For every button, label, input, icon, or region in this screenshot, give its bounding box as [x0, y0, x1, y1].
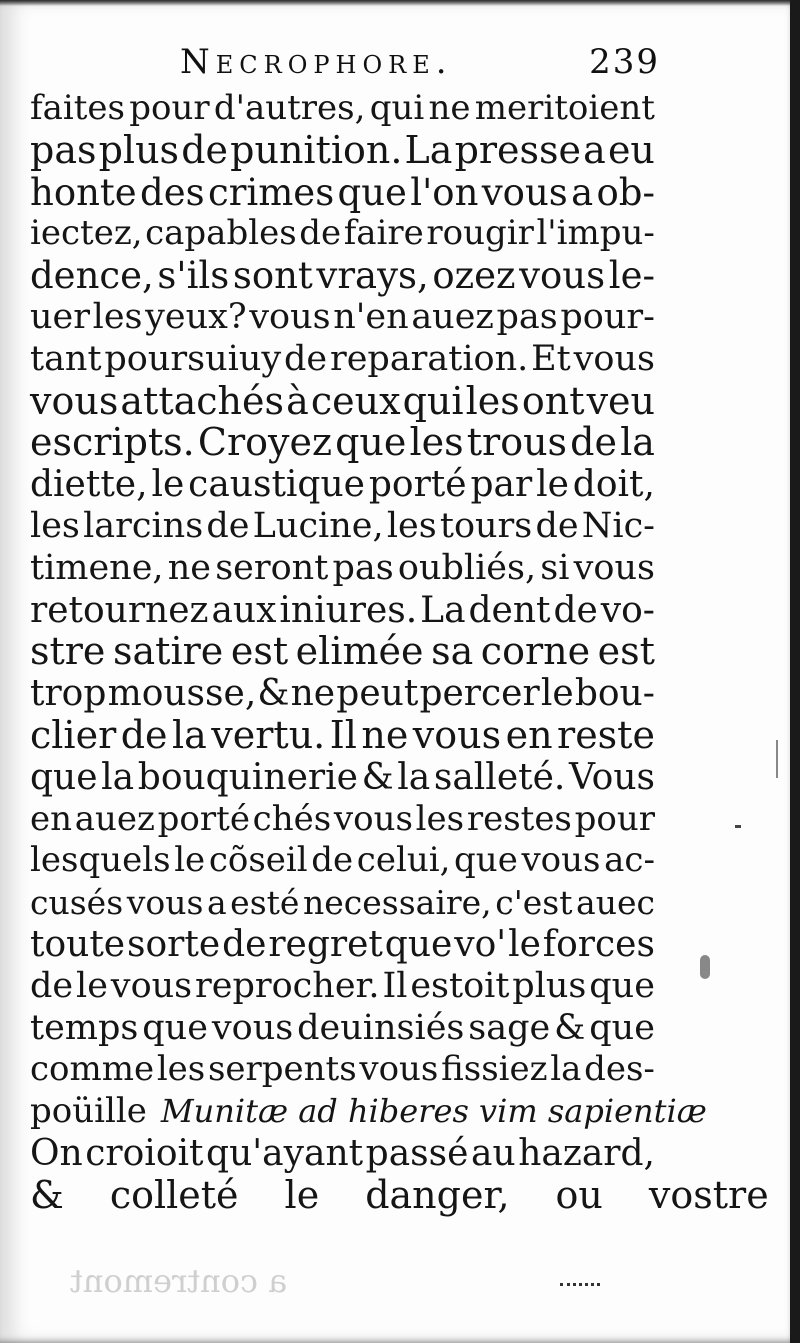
text-line	[30, 673, 655, 715]
text-word: tours	[439, 505, 533, 546]
text-word: iectez,	[30, 213, 143, 254]
text-word: celui,	[356, 840, 451, 881]
text-word: peut	[336, 673, 419, 715]
text-word: des	[140, 170, 205, 214]
text-word: rougir	[426, 213, 534, 254]
text-line	[30, 506, 655, 548]
text-word: meritoient	[474, 88, 655, 128]
text-word: doit,	[572, 464, 655, 506]
text-word: satire	[113, 629, 224, 674]
text-word: &	[361, 756, 394, 798]
text-word: de	[535, 505, 579, 546]
text-word: Il	[329, 712, 357, 757]
text-word: reprocher.	[195, 965, 380, 1006]
text-word: a	[571, 170, 594, 214]
text-word: punition.	[230, 127, 403, 172]
text-word: que	[30, 756, 98, 798]
text-word: caustique	[188, 464, 365, 506]
text-word: ne	[167, 547, 211, 588]
text-word: crimes	[207, 170, 335, 214]
text-word: tant	[30, 338, 102, 379]
text-line	[30, 1091, 707, 1133]
text-line	[30, 631, 655, 673]
text-word: aux	[211, 589, 277, 631]
text-line	[30, 297, 655, 339]
text-word: que	[589, 1007, 655, 1048]
text-word: a	[583, 127, 606, 172]
text-word: les	[415, 798, 465, 839]
text-word: de	[570, 420, 617, 465]
text-word: vous	[211, 1007, 294, 1048]
text-word: escripts.	[30, 420, 195, 465]
text-word: chés	[252, 798, 332, 839]
text-word: elimée	[295, 629, 424, 674]
text-word: vostre	[648, 1172, 769, 1217]
text-word: retournez	[30, 589, 209, 631]
text-word: vous	[30, 378, 119, 423]
text-word: pour	[574, 798, 655, 839]
text-word: l'on	[410, 170, 479, 214]
text-word: est	[230, 629, 289, 674]
text-line	[30, 840, 655, 882]
text-word: de	[299, 213, 342, 254]
text-word: estoit	[410, 965, 510, 1006]
text-word: percer	[419, 673, 540, 715]
text-word: vous	[359, 1049, 439, 1090]
text-word: pas	[332, 547, 394, 588]
text-word: en	[30, 798, 73, 839]
text-line	[30, 1133, 655, 1175]
text-word: reparation.	[329, 338, 529, 379]
text-word: corne	[480, 629, 591, 674]
text-word: eu	[607, 127, 655, 172]
text-word: le	[284, 1172, 320, 1217]
text-word: Il	[382, 965, 408, 1006]
text-word: de	[206, 505, 250, 546]
text-word: vous	[573, 338, 655, 379]
text-word: sage	[468, 1007, 551, 1048]
text-word: a	[206, 883, 227, 923]
text-word: la	[550, 1049, 582, 1090]
text-word: ozez	[432, 254, 516, 298]
text-word: que	[384, 923, 453, 965]
text-word: n'en	[333, 296, 409, 337]
text-word: forces	[542, 923, 655, 965]
text-word: clier	[30, 712, 117, 757]
text-word: porté	[157, 798, 250, 839]
text-word: auec	[576, 883, 655, 923]
text-word: qu'ayant	[206, 1132, 364, 1174]
text-word: reste	[557, 712, 655, 757]
text-word: de	[120, 712, 168, 757]
text-word: faites	[30, 88, 125, 128]
text-word: vous	[333, 798, 413, 839]
body-text	[30, 88, 769, 1217]
text-word: vous	[519, 254, 606, 298]
text-line	[30, 213, 655, 255]
text-word: les	[156, 1049, 206, 1090]
text-word: qui	[369, 88, 425, 128]
text-word: uer	[30, 296, 90, 337]
text-line	[30, 1008, 655, 1050]
text-word: pour	[129, 88, 210, 128]
text-word: honte	[30, 170, 137, 214]
text-word: par	[470, 464, 533, 506]
text-word: temps	[30, 1007, 139, 1048]
text-word: trop	[30, 673, 107, 715]
text-line	[30, 88, 655, 130]
text-word: ne	[361, 712, 409, 757]
text-line	[30, 590, 655, 632]
text-word: bouquinerie	[137, 756, 358, 798]
text-word: vertu.	[211, 712, 326, 757]
text-word: passé	[365, 1132, 469, 1174]
text-word: vous	[521, 840, 601, 881]
text-word: les	[465, 378, 520, 423]
text-word: auez	[411, 296, 494, 337]
text-word: cusés	[30, 883, 124, 923]
text-word: ou	[555, 1172, 603, 1217]
text-word: vous	[573, 547, 655, 588]
text-line	[30, 464, 655, 506]
text-word: vo'	[454, 923, 507, 965]
text-word: ceux	[310, 378, 401, 423]
text-word: les	[386, 505, 437, 546]
text-word: de	[222, 923, 267, 965]
text-word: timene,	[30, 547, 164, 588]
text-word: Croyez	[197, 420, 332, 465]
text-word: que	[335, 420, 407, 465]
text-word: que	[589, 965, 655, 1006]
text-word: ne	[428, 88, 471, 128]
text-word: mousse,	[107, 673, 257, 715]
text-word: de	[284, 338, 328, 379]
text-word: la	[172, 712, 207, 757]
text-line	[30, 799, 655, 841]
text-word: ne	[290, 673, 336, 715]
text-word: les	[92, 296, 143, 337]
text-word: lesquels	[30, 840, 171, 881]
text-word: dence,	[30, 254, 154, 298]
text-word: vous	[412, 712, 502, 757]
text-word: restes	[466, 798, 572, 839]
text-word: de	[311, 840, 354, 881]
page-right-edge	[790, 0, 800, 1343]
text-word: vous	[481, 170, 568, 214]
text-word: les	[30, 505, 80, 546]
bleedthrough-text: a contremont	[70, 1262, 288, 1300]
text-word: s'ils	[157, 254, 230, 298]
text-word: danger,	[365, 1172, 510, 1217]
text-word: Vous	[568, 756, 655, 798]
text-word: stre	[30, 629, 106, 674]
text-word: plus	[512, 965, 587, 1006]
margin-tick	[776, 740, 778, 778]
text-word: Et	[531, 338, 571, 379]
text-word: La	[420, 589, 466, 631]
text-word: les	[409, 420, 464, 465]
text-line	[30, 882, 655, 924]
text-word: pas	[30, 127, 97, 172]
text-word: larcins	[83, 505, 204, 546]
text-word: pour-	[560, 296, 655, 337]
text-word: le	[174, 840, 206, 881]
text-line	[30, 172, 655, 214]
text-word: oubliés,	[397, 547, 537, 588]
text-word: salleté.	[433, 756, 566, 798]
text-word: attachés	[120, 378, 285, 423]
text-line	[30, 255, 655, 297]
text-word: dent	[468, 589, 551, 631]
text-word: le	[76, 965, 108, 1006]
text-word: Nic-	[581, 505, 655, 546]
text-word: la	[397, 756, 431, 798]
text-word: &	[554, 1007, 586, 1048]
text-word: vrays,	[316, 254, 429, 298]
text-line	[30, 127, 655, 172]
text-word: de	[30, 965, 74, 1006]
text-word: iniures.	[279, 589, 418, 631]
text-word: l'impu-	[536, 213, 655, 254]
text-word: On	[30, 1132, 83, 1174]
text-word: sa	[431, 629, 474, 674]
text-word: c'est	[495, 883, 573, 923]
text-word: colleté	[109, 1172, 239, 1217]
text-word: est	[597, 629, 655, 674]
margin-mark	[735, 825, 741, 828]
text-word: des-	[584, 1049, 655, 1090]
text-line	[30, 339, 655, 381]
text-word: croioit	[85, 1132, 204, 1174]
text-word: comme	[30, 1049, 155, 1090]
text-line	[30, 1049, 655, 1091]
text-word: auez	[74, 798, 155, 839]
text-word: diette,	[30, 464, 148, 506]
text-word: Lucine,	[252, 505, 384, 546]
text-word: porté	[368, 464, 467, 506]
text-word: esté	[230, 883, 300, 923]
text-word: cõseil	[208, 840, 308, 881]
text-word: necessaire,	[302, 883, 492, 923]
text-word: hazard,	[518, 1132, 655, 1174]
text-word: sont	[232, 254, 313, 298]
text-word: que	[337, 170, 407, 214]
text-word: bou-	[574, 673, 655, 715]
text-line	[30, 548, 655, 590]
text-word: regret	[268, 923, 383, 965]
text-word: le	[508, 923, 541, 965]
text-word: en	[505, 712, 553, 757]
text-word: La	[404, 127, 453, 172]
text-word: toute	[30, 923, 126, 965]
text-word: le	[540, 673, 574, 715]
text-word: le	[536, 464, 569, 506]
page-top-shadow	[0, 0, 800, 6]
text-word: la	[620, 420, 655, 465]
text-word: le	[151, 464, 185, 506]
text-word: faire	[343, 213, 424, 254]
text-word: qui	[402, 378, 464, 423]
text-line	[30, 422, 655, 464]
text-word: seront	[215, 547, 329, 588]
text-line	[30, 378, 655, 423]
text-word: vo-	[600, 589, 655, 631]
text-word: le-	[608, 254, 655, 298]
text-word: vous	[249, 296, 331, 337]
text-word: vous	[110, 965, 193, 1006]
text-line	[30, 712, 655, 757]
text-line	[30, 1172, 769, 1217]
text-line	[30, 966, 655, 1008]
bottom-dotted-mark	[560, 1283, 600, 1290]
text-word: de	[181, 127, 229, 172]
text-word: &	[30, 1172, 64, 1217]
text-word: trous	[466, 420, 568, 465]
text-word: plus	[98, 127, 180, 172]
page-number: 239	[589, 42, 660, 82]
text-word: yeux?	[145, 296, 247, 337]
text-word: ac-	[604, 840, 655, 881]
text-word: veu	[586, 378, 655, 423]
text-word: poüille	[30, 1091, 147, 1132]
text-word: si	[540, 547, 570, 588]
latin-phrase: Munitæ ad hiberes vim sapientiæ	[160, 1092, 707, 1131]
text-word: que	[142, 1007, 208, 1048]
page-header	[30, 40, 660, 90]
text-word: poursuiuy	[104, 338, 282, 379]
text-word: que	[454, 840, 518, 881]
text-word: la	[101, 756, 135, 798]
text-line	[30, 757, 655, 799]
text-word: &	[257, 673, 290, 715]
text-word: à	[286, 378, 309, 423]
text-word: presse	[454, 127, 582, 172]
text-word: capables	[145, 213, 297, 254]
text-word: fissiez	[441, 1049, 548, 1090]
text-word: vous	[126, 883, 204, 923]
text-word: de	[553, 589, 598, 631]
text-word: ont	[521, 378, 585, 423]
ink-stain	[700, 955, 710, 979]
text-word: d'autres,	[213, 88, 366, 128]
text-line	[30, 924, 655, 966]
text-word: serpents	[207, 1049, 357, 1090]
text-word: pas	[496, 296, 558, 337]
text-word: ob-	[596, 170, 655, 214]
running-title: Necrophore.	[180, 42, 453, 82]
text-word: au	[470, 1132, 516, 1174]
text-word: deuinsiés	[297, 1007, 465, 1048]
text-word: sorte	[127, 923, 221, 965]
